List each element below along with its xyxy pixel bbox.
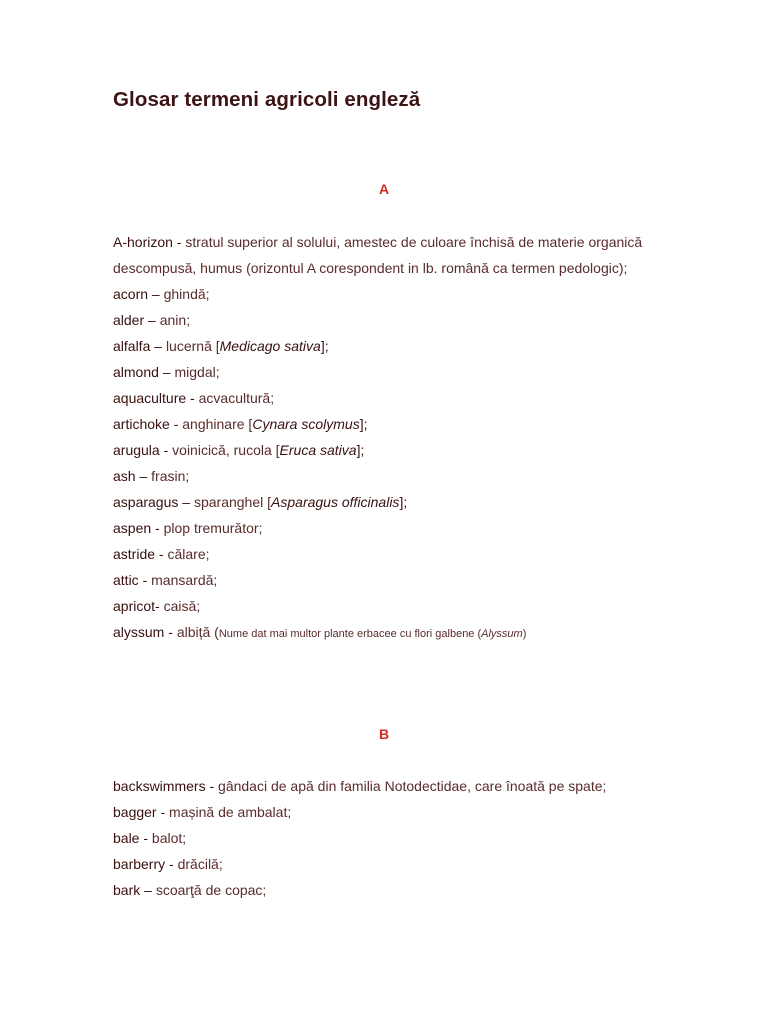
entry-latin-name: Medicago sativa [219,338,321,354]
glossary-entry [113,229,653,281]
section-letter-b: B [378,726,390,742]
entry-separator: - [151,520,164,536]
entry-term: alder [113,312,145,328]
entry-definition: caisă; [163,598,201,614]
entry-definition: sparanghel [ [193,494,272,510]
entry-term: barberry [113,856,166,872]
glossary-list-b [113,773,653,903]
entry-definition: mansardă; [151,572,218,588]
glossary-entry [113,877,653,903]
entry-term: aquaculture [113,390,187,406]
entry-term: aspen [113,520,152,536]
entry-term: ash [113,468,136,484]
entry-term: apricot [113,598,156,614]
entry-definition: acvacultură; [198,390,275,406]
glossary-entry [113,567,653,593]
entry-definition: anin; [159,312,191,328]
glossary-entry [113,489,653,515]
entry-tail: ]; [399,494,408,510]
entry-separator: – [140,882,156,898]
entry-separator: – [148,286,164,302]
entry-definition: scoarţă de copac; [155,882,267,898]
entry-latin-name: Eruca sativa [279,442,357,458]
entry-separator: - [155,546,168,562]
entry-latin-name: Asparagus officinalis [271,494,400,510]
glossary-entry [113,799,653,825]
entry-separator: - [156,804,170,820]
entry-term: attic [113,572,139,588]
entry-definition: frasin; [151,468,190,484]
entry-definition: albiță ( [176,624,219,640]
entry-separator: - [165,856,178,872]
glossary-entry [113,281,653,307]
glossary-entry [113,333,653,359]
glossary-entry [113,851,653,877]
glossary-entry [113,619,653,647]
entry-latin-name: Cynara scolymus [252,416,360,432]
glossary-entry [113,773,653,799]
entry-definition: drăcilă; [177,856,223,872]
glossary-entry [113,463,653,489]
entry-term: bale [113,830,140,846]
glossary-entry [113,593,653,619]
glossary-entry [113,411,653,437]
entry-definition: voinicică, rucola [ [172,442,280,458]
entry-definition: balot; [151,830,187,846]
entry-term: A-horizon [113,234,173,250]
entry-term: almond [113,364,159,380]
entry-separator: - [139,830,152,846]
glossary-entry [113,307,653,333]
entry-definition: migdal; [174,364,220,380]
entry-definition: gândaci de apă din familia Notodectidae, care înoată pe spate; [218,778,607,794]
entry-definition: stratul superior al solului, amestec de culoare închisă de materie organică descompusă, humus (orizontul A corespondent in lb. română ca termen pedologic); [113,234,643,276]
entry-definition: călare; [167,546,210,562]
entry-definition: plop tremurător; [163,520,263,536]
page-title: Glosar termeni agricoli engleză [113,88,421,111]
glossary-entry [113,359,653,385]
entry-separator: – [178,494,194,510]
entry-separator: - [159,442,173,458]
entry-tail: ]; [356,442,365,458]
glossary-entry [113,437,653,463]
entry-separator: - [169,416,183,432]
glossary-entry [113,385,653,411]
entry-separator: - [205,778,219,794]
entry-separator: - [186,390,199,406]
entry-note-tail: ) [522,628,527,640]
entry-term: alyssum [113,624,165,640]
entry-separator: - [164,624,177,640]
section-letter-a: A [378,181,390,197]
entry-tail: ]; [359,416,368,432]
entry-separator: – [150,338,166,354]
entry-note-text: Nume dat mai multor plante erbacee cu flori galbene ( [218,628,482,640]
glossary-entry [113,825,653,851]
glossary-list-a [113,229,653,647]
entry-term: acorn [113,286,149,302]
entry-term: astride [113,546,156,562]
entry-definition: mașină de ambalat; [169,804,292,820]
entry-term: backswimmers [113,778,206,794]
entry-term: bagger [113,804,157,820]
entry-term: asparagus [113,494,179,510]
entry-term: alfalfa [113,338,151,354]
entry-separator: – [158,364,175,380]
entry-separator: - [155,598,164,614]
entry-term: bark [113,882,141,898]
glossary-entry [113,541,653,567]
entry-separator: – [144,312,160,328]
entry-definition: anghinare [ [182,416,253,432]
entry-note-latin: Alyssum [481,628,523,640]
entry-definition: lucernă [ [165,338,220,354]
entry-term: artichoke [113,416,170,432]
entry-separator: - [172,234,186,250]
entry-tail: ]; [320,338,329,354]
entry-term: arugula [113,442,160,458]
entry-separator: - [138,572,152,588]
glossary-entry [113,515,653,541]
entry-note [219,628,527,640]
entry-definition: ghindă; [163,286,210,302]
entry-separator: – [135,468,152,484]
